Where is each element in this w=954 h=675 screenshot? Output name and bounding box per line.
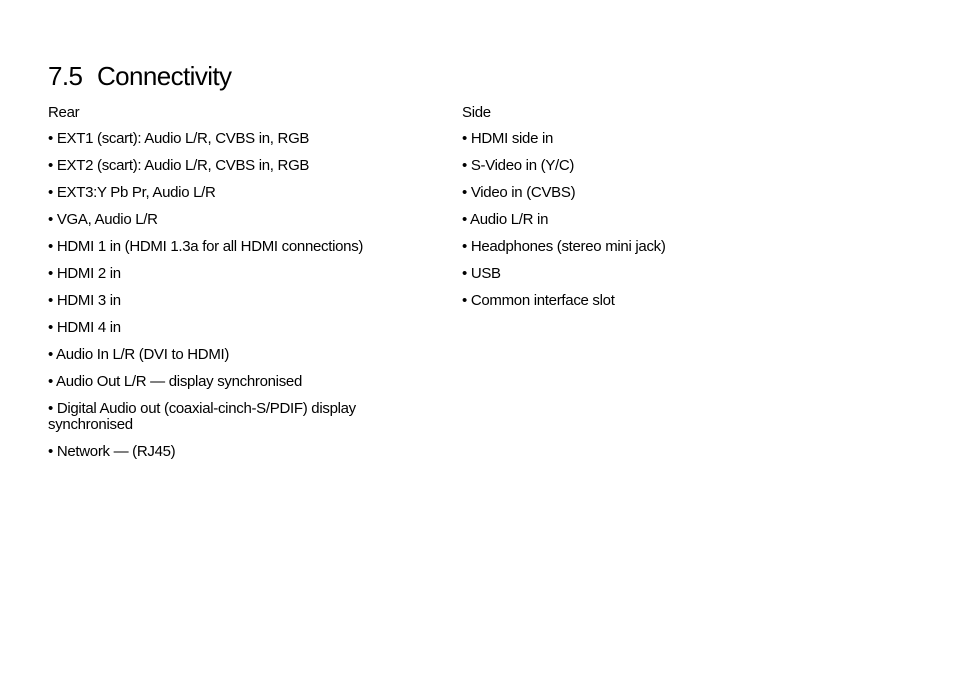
side-list-item: • USB [462, 265, 501, 282]
side-title: Side [462, 104, 491, 121]
side-list-item: • Common interface slot [462, 292, 615, 309]
rear-list-item: • VGA, Audio L/R [48, 211, 158, 228]
rear-list-item: • Audio In L/R (DVI to HDMI) [48, 346, 230, 363]
rear-title: Rear [48, 104, 80, 121]
rear-list-item: • Digital Audio out (coaxial-cinch-S/PDIF) display synchronised [48, 400, 356, 433]
side-column [462, 104, 802, 319]
rear-list-item: • Audio Out L/R — display synchronised [48, 373, 302, 390]
side-list-item: • Headphones (stereo mini jack) [462, 238, 666, 255]
rear-list-item: • HDMI 3 in [48, 292, 121, 309]
section-title: Connectivity [97, 61, 232, 91]
rear-column [48, 104, 388, 470]
side-connector-list [462, 130, 802, 309]
rear-list-item: • EXT1 (scart): Audio L/R, CVBS in, RGB [48, 130, 310, 147]
side-list-item: • Audio L/R in [462, 211, 549, 228]
side-list-item: • HDMI side in [462, 130, 554, 147]
rear-list-item: • EXT2 (scart): Audio L/R, CVBS in, RGB [48, 157, 310, 174]
side-list-item: • S-Video in (Y/C) [462, 157, 575, 174]
section-number: 7.5 [48, 61, 83, 91]
rear-connector-list [48, 130, 388, 460]
rear-list-item: • HDMI 2 in [48, 265, 121, 282]
side-list-item: • Video in (CVBS) [462, 184, 576, 201]
rear-list-item: • EXT3:Y Pb Pr, Audio L/R [48, 184, 216, 201]
rear-list-item: • Network — (RJ45) [48, 443, 176, 460]
rear-list-item: • HDMI 4 in [48, 319, 121, 336]
section-heading [48, 58, 231, 94]
rear-list-item: • HDMI 1 in (HDMI 1.3a for all HDMI connections) [48, 238, 364, 255]
